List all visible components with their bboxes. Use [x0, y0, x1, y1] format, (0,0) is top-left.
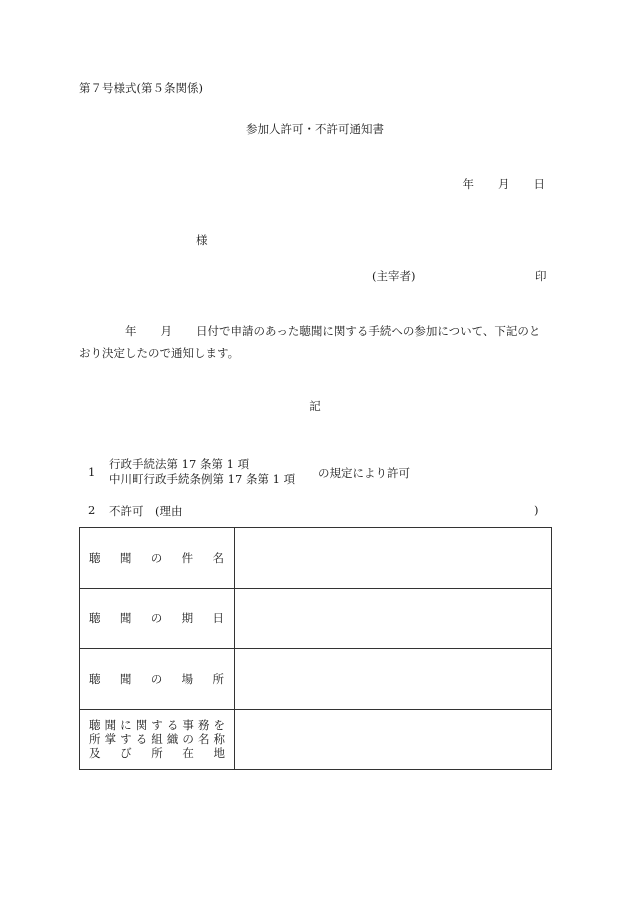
- label-responsible-org: [80, 709, 235, 770]
- hearing-info-table: [79, 527, 552, 770]
- char: 聞: [119, 550, 132, 565]
- addressee-suffix: 様: [196, 233, 208, 247]
- char: 組: [151, 732, 163, 747]
- body-year: 年: [125, 324, 137, 338]
- table-row: [80, 528, 552, 589]
- date-line: [463, 176, 546, 192]
- item2-label: 不許可 (理由: [109, 504, 183, 518]
- char: る: [135, 732, 148, 747]
- table-row: [80, 588, 552, 649]
- value-hearing-place[interactable]: [235, 649, 552, 710]
- char: す: [120, 732, 132, 747]
- char: 名: [197, 732, 210, 747]
- char: 務: [197, 718, 210, 733]
- body-month: 月: [160, 324, 172, 338]
- char: 期: [181, 611, 194, 626]
- char: 地: [213, 746, 225, 761]
- table-row: [80, 649, 552, 710]
- char: 件: [181, 550, 194, 565]
- char: の: [150, 550, 163, 565]
- organizer-label: (主宰者): [372, 269, 416, 283]
- char: 聴: [89, 671, 101, 686]
- label-hearing-date: [80, 588, 235, 649]
- char: 日: [212, 611, 224, 626]
- char: 掌: [104, 732, 117, 747]
- ki-heading: 記: [309, 399, 321, 413]
- char: 場: [181, 671, 194, 686]
- char: 所: [151, 746, 163, 761]
- date-month: 月: [498, 177, 510, 191]
- label-hearing-subject: [80, 528, 235, 589]
- char: 聞: [119, 671, 132, 686]
- char: 聞: [104, 718, 117, 733]
- char: 聴: [89, 718, 101, 733]
- char: 在: [182, 746, 194, 761]
- value-hearing-subject[interactable]: [235, 528, 552, 589]
- char: 所: [212, 671, 224, 686]
- label-hearing-place: [80, 649, 235, 710]
- char: 関: [135, 718, 148, 733]
- char: 所: [89, 732, 101, 747]
- item2-number: 2: [88, 503, 96, 517]
- body-paragraph: [79, 320, 549, 364]
- char: の: [150, 671, 163, 686]
- char: に: [120, 718, 132, 733]
- char: る: [166, 718, 179, 733]
- char: の: [150, 611, 163, 626]
- value-hearing-date[interactable]: [235, 588, 552, 649]
- char: 名: [212, 550, 224, 565]
- char: 及: [89, 746, 101, 761]
- char: を: [213, 718, 225, 733]
- char: 称: [213, 732, 225, 747]
- char: 聞: [119, 611, 132, 626]
- char: 聴: [89, 550, 101, 565]
- table-row: [80, 709, 552, 770]
- item1-law-national: 行政手続法第 17 条第 1 項: [109, 457, 250, 471]
- char: す: [151, 718, 163, 733]
- char: び: [120, 746, 132, 761]
- document-title: 参加人許可・不許可通知書: [246, 122, 384, 136]
- char: の: [182, 732, 194, 747]
- item1-permission-text: の規定により許可: [318, 466, 410, 480]
- seal-mark: 印: [535, 269, 547, 283]
- char: 事: [182, 718, 194, 733]
- item2-close-paren: ): [534, 503, 539, 517]
- item1-law-municipal: 中川町行政手続条例第 17 条第 1 項: [109, 472, 296, 486]
- date-year: 年: [462, 177, 474, 191]
- value-responsible-org[interactable]: [235, 709, 552, 770]
- char: 織: [166, 732, 179, 747]
- item1-number: 1: [88, 465, 96, 479]
- char: 聴: [89, 611, 101, 626]
- date-day: 日: [533, 177, 545, 191]
- body-rest: 日付で申請のあった聴聞に関する手続への参加について、下記のとおり決定したので通知します。: [79, 324, 541, 360]
- form-number: 第７号様式(第５条関係): [79, 81, 203, 95]
